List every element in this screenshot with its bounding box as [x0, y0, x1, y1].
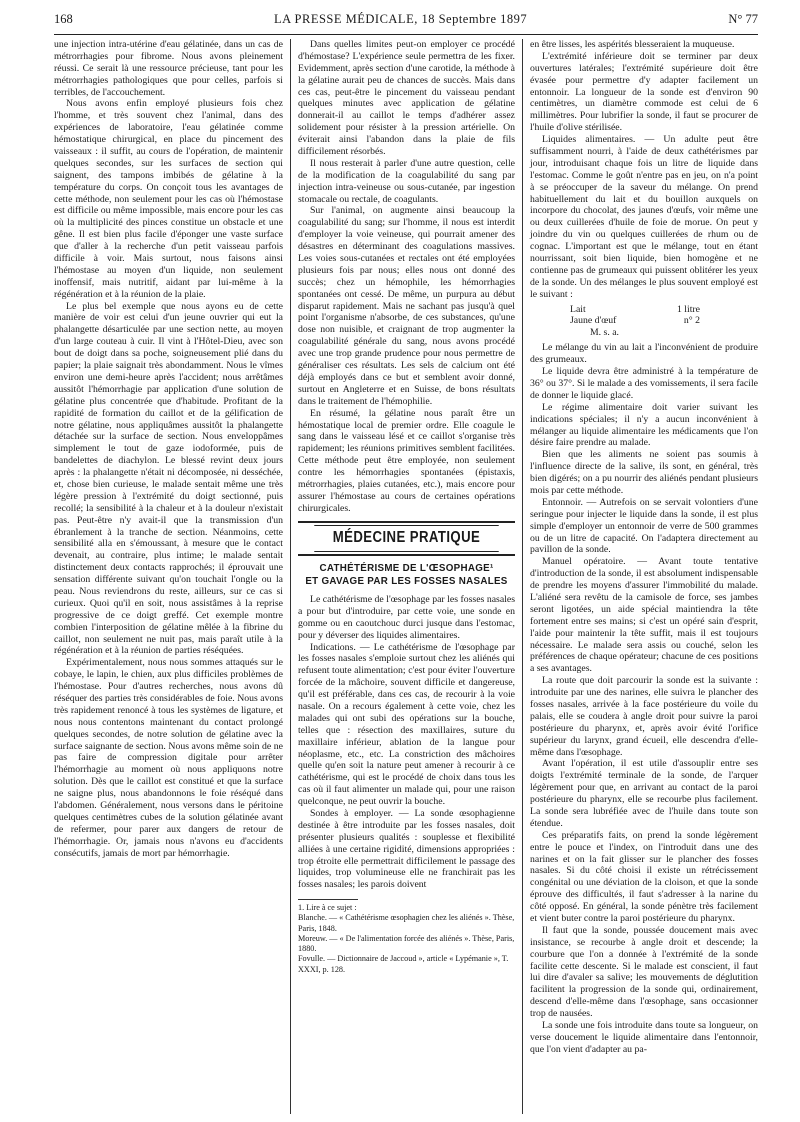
issue-number: N° 77: [728, 12, 758, 26]
footnote: Moreuw. — « De l'alimentation forcée des aliénés ». Thèse, Paris, 1880.: [298, 933, 515, 954]
recipe-instruction: M. s. a.: [590, 327, 619, 339]
paragraph: Indications. — Le cathétérisme de l'œsophage par les fosses nasales s'emploie surtout chez les aliénés qui refusent toute alimentation; c'est pour éviter l'ouverture forcée de la mâchoire, souvent difficile et dangereuse, qu'il est préférable, dans ces cas, de recourir à la voie nasale. On a recours également à cette voie, chez les malades qui ont subi des opérations sur la bouche, telles que : résection des maxillaires, suture du maxillaire inférieur, ablation de la langue pour néoplasme, etc., etc. La constriction des mâchoires quelle qu'en soit la nature peut amener à recourir à ce cathétérisme, qui est le procédé de choix dans tous les cas où il faut alimenter un malade qui, pour une raison quelconque, ne peut ouvrir la bouche.: [298, 641, 515, 808]
page-number: 168: [54, 12, 73, 26]
paragraph: Le plus bel exemple que nous ayons eu de cette manière de voir est celui d'un jeune ouvrier qui eut la phalangette désarticulée par une section nette, au moyen d'un large couteau à cuir. Il vint à l'Hôtel-Dieu, avec son bout de doigt dans sa poche, soigneusement plié dans du papier; la plaie saignait très abondamment. Nous le vîmes environ une demi-heure après l'accident; nous arrêtâmes aussitôt l'hémorrhagie par application d'une solution de gélatine plus concentrée que d'habitude. Profitant de la rapidité de formation du caillot et de la gélification de notre gélatine, nous appliquâmes aussitôt la phalangette détachée sur la surface de section. Nous enveloppâmes simplement le tout de gaze iodoformée, puis de bandelettes de diachylon. Le blessé revint deux jours après : la phalangette n'était ni décomposée, ni desséchée, et, chose bien curieuse, le malade sentait même une très légère pression à l'extrémité du doigt sectionné, puis recollé; la sensibilité à la chaleur et à la douleur n'existait pas. Peut-être n'y avait-il que la transmission d'un ébranlement à la tranche de section. Néanmoins, cette sensibilité alla en s'émoussant, à mesure que le contact devenait, au contraire, plus intime; le malade sentait distinctement deux contacts rapprochés; il éprouvait une sensation différente suivant qu'on touchait l'ongle ou la peau. Nous reviendrons du reste, ailleurs, sur ce cas si curieux. Quoi qu'il en soit, nous assistâmes à la reprise progressive de ce doigt greffé. Cet exemple montre combien l'interposition de gélatine mêlée à la fibrine du caillot, non seulement ne nuit pas, mais paraît utile à la régénération et à la réunion de parties réséquées.: [54, 300, 283, 657]
paragraph: Le liquide devra être administré à la température de 36° ou 37°. Si le malade a des vomissements, il sera facile de donner le liquide glacé.: [530, 366, 758, 401]
paragraph: Entonnoir. — Autrefois on se servait volontiers d'une seringue pour injecter le liquide dans la sonde, il est plus simple d'employer un entonnoir de verre de 500 grammes ou de un litre de capacité. On l'adaptera directement au pavillon de la sonde.: [530, 496, 758, 556]
article-title-line-2: ET GAVAGE PAR LES FOSSES NASALES: [305, 575, 508, 587]
paragraph: La sonde une fois introduite dans toute sa longueur, on verse doucement le liquide alimentaire dans l'entonnoir, que l'on vient d'adapter au pa-: [530, 1020, 758, 1055]
header-rule: [54, 34, 758, 35]
paragraph: La route que doit parcourir la sonde est la suivante : introduite par une des narines, elle suivra le plancher des fosses nasales, arrivée à la face postérieure du voile du palais, elle se coudera à angle droit pour suivre la paroi postérieure du pharynx, et, après avoir évité l'orifice supérieur du larynx, grand écueil, elle descendra d'elle-même dans l'œsophage.: [530, 675, 758, 758]
recipe-quantity: n° 2: [683, 315, 700, 327]
running-head: [54, 12, 758, 32]
paragraph: Le régime alimentaire doit varier suivant les indications spéciales; il n'y a aucun inconvénient à mélanger au liquide alimentaire les médicaments que l'on désire faire prendre au malade.: [530, 401, 758, 449]
journal-title-date: LA PRESSE MÉDICALE, 18 Septembre 1897: [273, 12, 528, 26]
column-1: [54, 39, 290, 1114]
paragraph: L'extrémité inférieure doit se terminer par deux ouvertures latérales; l'extrémité supérieure doit être évasée pour permettre d'y adapter facilement un entonnoir. La longueur de la sonde est d'environ 90 centimètres, un diamètre commode est celui de 6 millimètres. Pour lubrifier la sonde, il faut se procurer de l'huile d'olive stérilisée.: [530, 50, 758, 134]
article-title-line-1: CATHÉTÉRISME DE L'ŒSOPHAGE¹: [319, 562, 494, 574]
recipe-line: [570, 304, 700, 316]
paragraph: Le mélange du vin au lait a l'inconvénient de produire des grumeaux.: [530, 342, 758, 366]
recipe-line: [570, 315, 700, 327]
footnote: 1. Lire à ce sujet :: [298, 903, 357, 913]
section-banner: [298, 521, 515, 556]
footnotes: [298, 903, 515, 975]
column-2: [290, 39, 522, 1114]
paragraph: Avant l'opération, il est utile d'assouplir entre ses doigts l'extrémité terminale de la sonde, de l'arquer légèrement pour que, en arrivant au contact de la paroi postérieure du pharynx, elle se recourbe plus facilement. La sonde sera lubréfiée avec de l'huile dans toute son étendue.: [530, 758, 758, 829]
paragraph: Liquides alimentaires. — Un adulte peut être suffisamment nourri, à l'aide de deux cathétérismes par jour, introduisant chaque fois un litre de liquide dans l'estomac. Comme le goût n'entre pas en jeu, on n'a point à se préoccuper de la saveur du mélange. On prend habituellement du lait et du bouillon auxquels on incorpore du chocolat, des jaunes d'œufs, voir même une ou deux cuillerées d'huile de foie de morue. On peut y joindre du vin ou quelques cuillerées de rhum ou de cognac. L'important est que le mélange, tout en étant nourrissant, soit bien liquide, bien homogène et ne contienne pas de grumeaux qui puissent oblitérer les yeux de la sonde. Un des mélanges le plus souvent employé est le suivant :: [530, 134, 758, 300]
recipe-ingredient: Lait: [570, 303, 586, 315]
column-3: [522, 39, 758, 1114]
footnote: Blanche. — « Cathétérisme œsophagien chez les aliénés ». Thèse, Paris, 1848.: [298, 913, 515, 933]
paragraph: Le cathétérisme de l'œsophage par les fosses nasales a pour but d'introduire, par cette voie, une sonde en gomme ou en caoutchouc durci jusque dans l'estomac, pour y déverser des liquides alimentaires.: [298, 593, 515, 641]
paragraph: Ces préparatifs faits, on prend la sonde légèrement entre le pouce et l'index, on l'introduit dans une des narines et on la fait glisser sur le plancher des fosses nasales. Si du côté choisi il existe un rétrécissement congénital ou une déviation de la cloison, et que la sonde éprouve des difficultés, il faut s'adresser à la narine du côté opposé. En général, la sonde pénètre très facilement et vient buter contre la paroi postérieure du pharynx.: [530, 829, 758, 925]
section-heading: MÉDECINE PRATIQUE: [314, 525, 498, 552]
footnote: Fovulle. — Dictionnaire de Jaccoud », article « Lypémanie », T. XXXI, p. 128.: [298, 954, 509, 974]
paragraph: Bien que les aliments ne soient pas soumis à l'influence directe de la salive, ils sont, en général, très bien digérés; on a pu nourrir des aliénés pendant plusieurs mois par cette méthode.: [530, 449, 758, 496]
paragraph: Nous avons enfin employé plusieurs fois chez l'homme, et très souvent chez l'animal, dans des expériences de laboratoire, l'eau gélatinée comme hémostatique chirurgical, en place du pincement des vaisseaux : il suffit, au cours de l'opération, de maintenir quelques secondes, sur les surfaces de section qui saignent, des tampons imbibés de gélatine à la température du corps. On conçoit tous les avantages de cette méthode, non seulement pour les cas où l'hémostase est difficile ou même impossible, mais encore pour les cas où la multiplicité des pinces constitue un obstacle et une gêne. Il est bien plus facile d'éponger une vaste surface que d'aller à la recherche d'un petit vaisseau parfois difficile à voir. Mais surtout, nous faisons ainsi l'hémostase au moyen d'un liquide, non seulement inoffensif, mais nutritif, aidant par lui-même à la régénération et à la réunion de la plaie.: [54, 98, 283, 300]
article-title: [298, 562, 515, 588]
recipe-quantity: 1 litre: [676, 303, 700, 315]
paragraph: En résumé, la gélatine nous paraît être un hémostatique local de premier ordre. Elle coagule le sang dans le vaisseau lésé et ce caillot s'organise très rapidement; les réunions primitives semblent facilitées. Cette méthode peut être employée, non seulement contre les hémorrhagies spontanées (épistaxis, métrorrhagies, plaies cutanées, etc.), mais encore pour assurer l'hémostase au cours de certaines opérations chirurgicales.: [298, 407, 515, 514]
recipe-ingredient: Jaune d'œuf: [570, 315, 617, 327]
paragraph: une injection intra-utérine d'eau gélatinée, dans un cas de métrorrhagies pour fibrome. Nous avons pleinement réussi. Ce serait là une ressource précieuse, tant pour les métrorrhagies pathologiques que pour celles, parfois si terribles, de l'accouchement.: [54, 39, 283, 98]
paragraph: Sondes à employer. — La sonde œsophagienne destinée à être introduite par les fosses nasales, doit présenter plusieurs qualités : souplesse et flexibilité alliées à une certaine rigidité, dimensions appropriées : trop étroite elle permettrait difficilement le passage des liquides, trop volumineuse elle ne franchirait pas les fosses nasales; les parois doivent: [298, 808, 515, 891]
paragraph: Expérimentalement, nous nous sommes attaqués sur le cobaye, le lapin, le chien, aux plus difficiles problèmes de l'hémostase. Pour d'autres recherches, nous avons dû réséquer des parties très considérables de foie. Nous avons très rapidement renoncé à tous les systèmes de ligature, et nous nous contentons maintenant du contact prolongé quelques secondes, de notre solution de gélatine avec la surface saignante de section. Nous avons même soin de ne pas faire de compression digitale pour arrêter l'hémorrhagie au moment où nous appliquons notre solution. Dès que le caillot est constitué et que la surface ne saigne plus, nous abandonnons le foie réséqué dans l'abdomen. Généralement, nous versons dans le péritoine quelques centimètres cubes de la solution gélatinée avant de refermer, pour parer aux dangers de retour de l'hémorrhagie. Or, jamais nous n'avons eu d'accidents consécutifs, jamais de mort par hémorrhagie.: [54, 657, 283, 859]
footnote-rule: [298, 899, 358, 900]
paragraph: Dans quelles limites peut-on employer ce procédé d'hémostase? L'expérience seule permettra de les fixer. Evidemment, après section d'une carotide, la méthode à la gélatine aurait peu de chances de succès. Mais dans ces cas, peut-être le pincement du vaisseau pendant quelques minutes avec application de gélatine donnerait-il au caillot le temps d'adhérer assez solidement pour résister à la pression artérielle. On éviterait ainsi l'abandon dans la plaie de fils difficilement résorbés.: [298, 39, 515, 158]
paragraph: Il nous resterait à parler d'une autre question, celle de la modification de la coagulabilité du sang par injection intra-veineuse ou sous-cutanée, par ingestion stomacale ou rectale, de coagulants.: [298, 157, 515, 205]
text-columns: [54, 39, 758, 1114]
recipe: [570, 304, 758, 340]
paragraph: Il faut que la sonde, poussée doucement mais avec insistance, se recourbe à angle droit et descende; la courbure que l'on a donnée à l'extrémité de la sonde facilite cette descente. Si le malade est conscient, il faut lui dire d'avaler sa salive; les mouvements de déglutition facilitent la progression de la sonde qui, ordinairement, descend d'elle-même dans l'œsophage, sans occasionner trop de nausées.: [530, 924, 758, 1020]
paragraph: en être lisses, les aspérités blesseraient la muqueuse.: [530, 39, 735, 50]
paragraph: Sur l'animal, on augmente ainsi beaucoup la coagulabilité du sang; sur l'homme, il nous est interdit d'employer la voie veineuse, qui pourrait amener des désastres en déterminant des coagulations massives. Les voies sous-cutanées et rectales ont été employées plusieurs fois par nous; elles nous ont donné des succès; chez un hémophile, les hémorrhagies spontanées ont cessé. De même, un purpura au début disparut rapidement. Mais ne sachant pas jusqu'à quel point l'organisme n'absorbe, de ces substances, qu'une dose non nuisible, et craignant de trop augmenter la coagulabilité générale du sang, nous avons procédé avec une trop grande prudence pour nous permettre de généraliser ces résultats. Les sels de calcium ont été déjà employés dans ce but et semblent avoir donné, surtout en Angleterre et en Suisse, de bons résultats dans le traitement de l'hémophilie.: [298, 205, 515, 407]
paragraph: Manuel opératoire. — Avant toute tentative d'introduction de la sonde, il est absolument indispensable de prendre les moyens d'assurer l'immobilité du malade. L'aliéné sera revêtu de la camisole de force, ses jambes seront ligotées, un aide spécial maintiendra la tête fortement entre ses mains; si c'est un opéré sain d'esprit, l'aide pour maintenir la tête suffit, mais il est toujours nécessaire. Le malade sera assis ou couché, selon les préférences de chaque opérateur; chacune de ces positions a ses avantages.: [530, 556, 758, 675]
